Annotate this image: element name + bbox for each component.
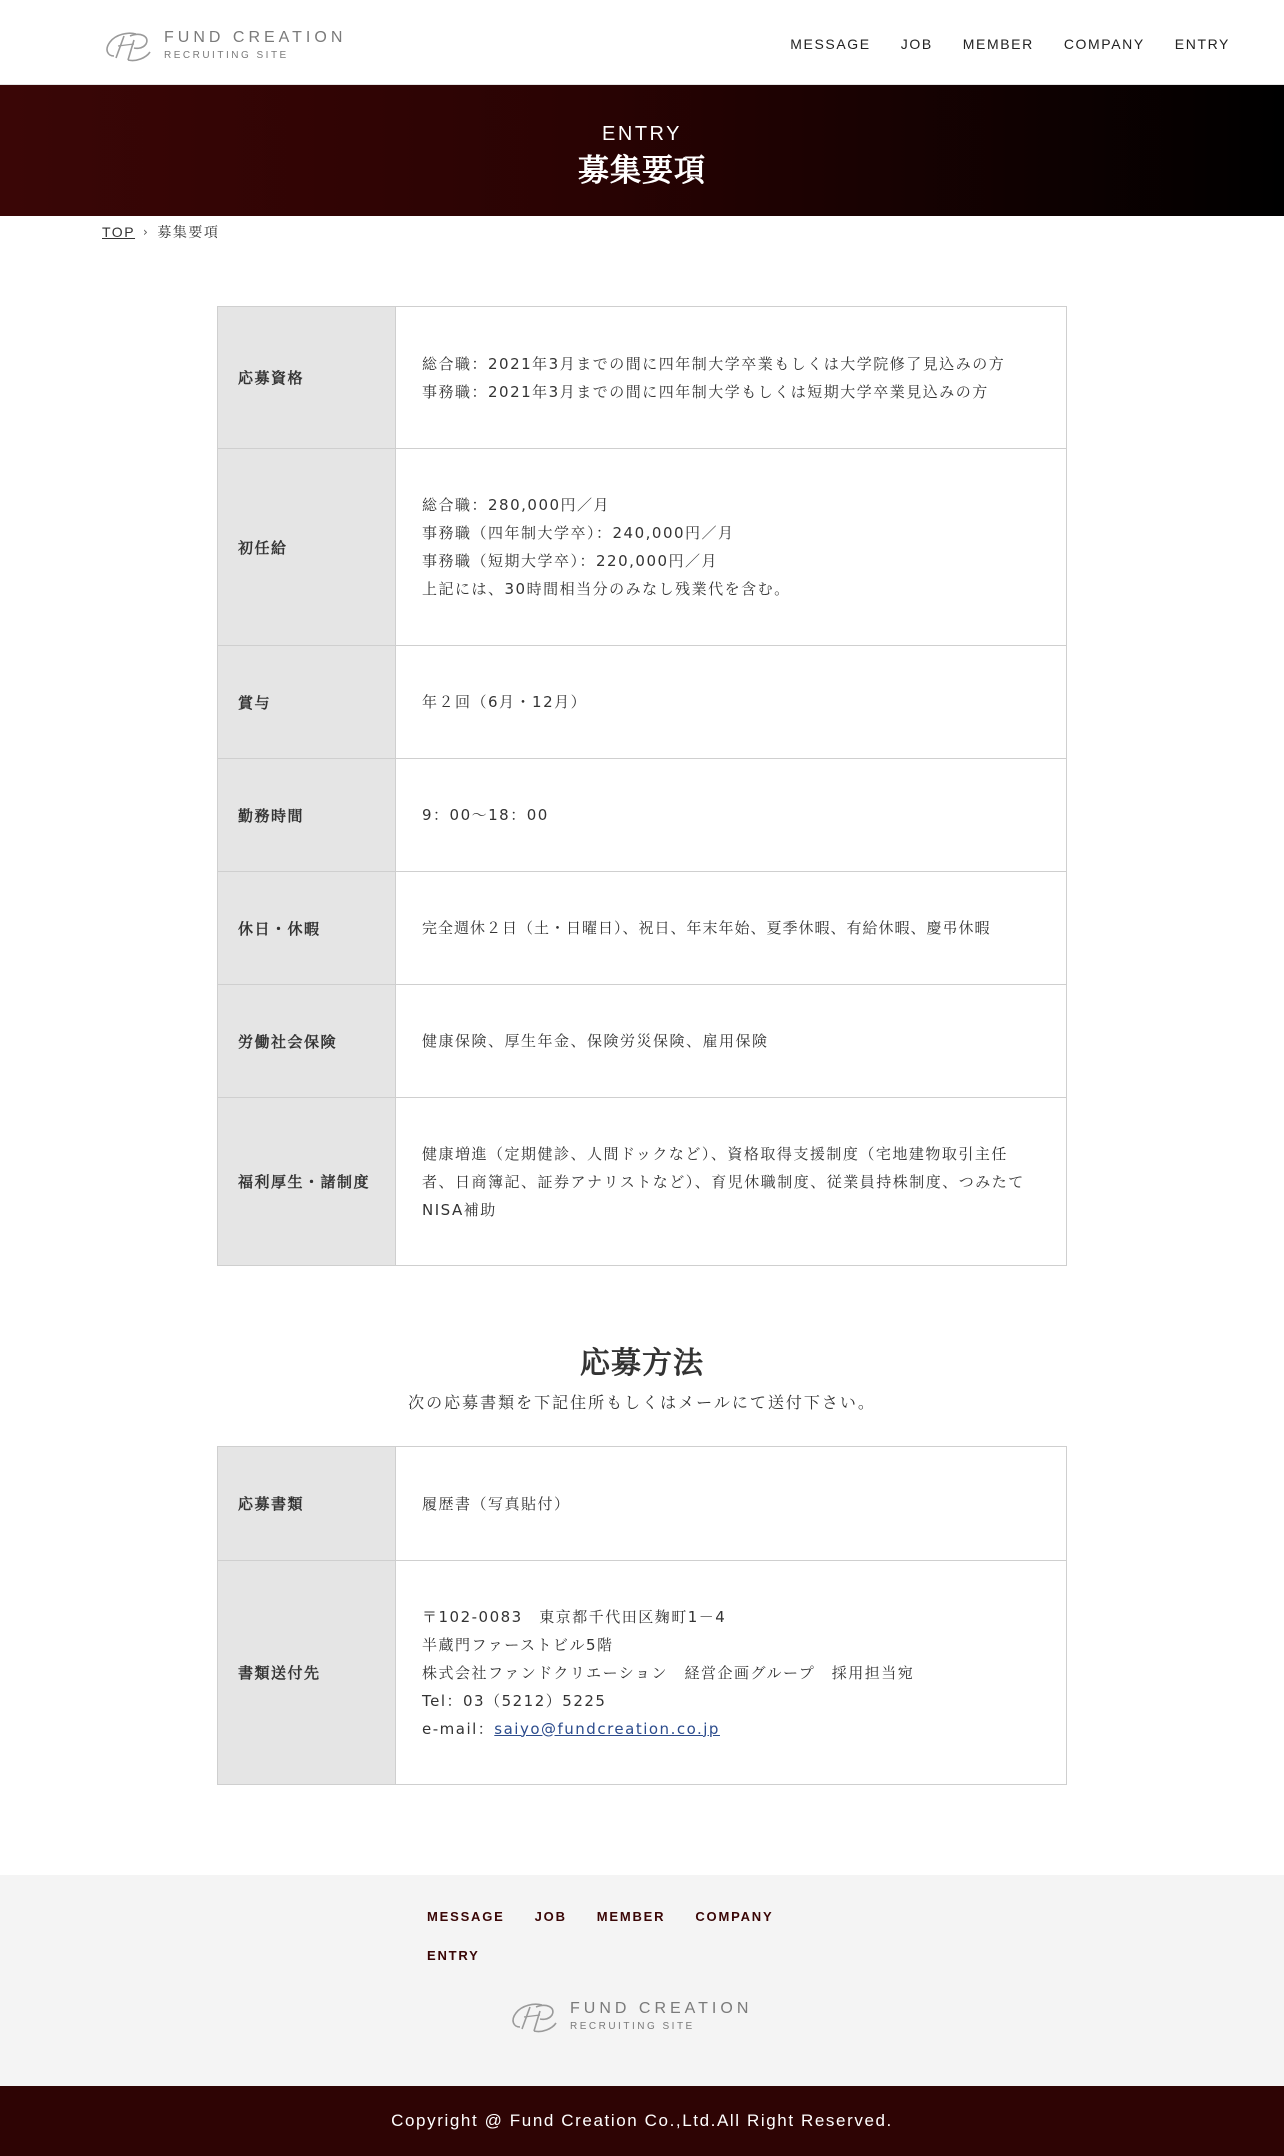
value-line: 株式会社ファンドクリエーション 経営企画グループ 採用担当宛 bbox=[422, 1663, 915, 1682]
page-title: 募集要項 bbox=[578, 153, 706, 189]
site-header bbox=[0, 0, 1284, 85]
page-hero bbox=[0, 85, 1284, 216]
breadcrumb bbox=[102, 222, 219, 242]
footer-logo-sub-text: RECRUITING SITE bbox=[570, 2020, 695, 2032]
value-line: 年２回（6月・12月） bbox=[422, 693, 588, 711]
row-value bbox=[396, 1447, 1066, 1560]
value-line: 総合職：2021年3月までの間に四年制大学卒業もしくは大学院修了見込みの方 bbox=[422, 354, 1006, 373]
table-row bbox=[218, 758, 1066, 871]
row-label: 福利厚生・諸制度 bbox=[218, 1098, 396, 1265]
row-label: 賞与 bbox=[218, 646, 396, 758]
value-line: 完全週休２日（土・日曜日）、祝日、年末年始、夏季休暇、有給休暇、慶弔休暇 bbox=[422, 919, 991, 937]
value-line: 事務職（四年制大学卒）：240,000円／月 bbox=[422, 524, 735, 542]
value-line: 〒102-0083 東京都千代田区麹町1－4 bbox=[422, 1607, 727, 1626]
email-link[interactable]: saiyo@fundcreation.co.jp bbox=[494, 1719, 720, 1738]
table-row bbox=[218, 1447, 1066, 1560]
value-line: 9：00～18：00 bbox=[422, 806, 549, 824]
row-value bbox=[396, 307, 1066, 448]
footer-logo[interactable] bbox=[506, 1997, 752, 2035]
nav-job[interactable]: JOB bbox=[900, 36, 933, 52]
table-row bbox=[218, 871, 1066, 984]
row-label: 応募書類 bbox=[218, 1447, 396, 1560]
row-label: 初任給 bbox=[218, 449, 396, 645]
site-logo[interactable] bbox=[100, 26, 380, 64]
value-line: 事務職：2021年3月までの間に四年制大学もしくは短期大学卒業見込みの方 bbox=[422, 382, 989, 401]
value-line: Tel：03（5212）5225 bbox=[422, 1691, 607, 1710]
row-value bbox=[396, 449, 1066, 645]
row-value bbox=[396, 872, 1066, 984]
fc-monogram-icon bbox=[506, 1997, 564, 2035]
table-row bbox=[218, 1097, 1066, 1265]
value-line: 履歴書（写真貼付） bbox=[422, 1494, 571, 1513]
value-line: 事務職（短期大学卒）：220,000円／月 bbox=[422, 552, 719, 570]
site-footer bbox=[0, 1875, 1284, 2086]
global-nav bbox=[760, 36, 1230, 52]
value-line: 健康保険、厚生年金、保険労災保険、雇用保険 bbox=[422, 1032, 769, 1050]
hero-subtitle: ENTRY bbox=[602, 123, 682, 145]
value-line: 総合職：280,000円／月 bbox=[422, 496, 611, 514]
row-value bbox=[396, 1561, 1066, 1784]
row-value bbox=[396, 759, 1066, 871]
breadcrumb-top-link[interactable]: TOP bbox=[102, 224, 136, 240]
method-lead: 次の応募書類を下記住所もしくはメールにて送付下さい。 bbox=[408, 1393, 876, 1412]
footer-nav-member[interactable]: MEMBER bbox=[596, 1909, 666, 1924]
row-label: 応募資格 bbox=[218, 307, 396, 448]
value-line: 健康増進（定期健診、人間ドックなど）、資格取得支援制度（宅地建物取引主任者、日商簿記、証券アナリストなど）、育児休職制度、従業員持株制度、つみたてNISA補助 bbox=[422, 1144, 1025, 1219]
footer-nav-entry[interactable]: ENTRY bbox=[427, 1948, 480, 1963]
email-line bbox=[422, 1715, 1040, 1743]
footer-nav bbox=[427, 1909, 847, 1987]
table-row bbox=[218, 307, 1066, 448]
row-value bbox=[396, 646, 1066, 758]
table-row bbox=[218, 645, 1066, 758]
table-row bbox=[218, 448, 1066, 645]
footer-logo-main-text: FUND CREATION bbox=[570, 1999, 753, 2017]
value-line: 半蔵門ファーストビル5階 bbox=[422, 1635, 614, 1654]
footer-nav-message[interactable]: MESSAGE bbox=[427, 1909, 505, 1924]
nav-member[interactable]: MEMBER bbox=[962, 36, 1034, 52]
row-label: 勤務時間 bbox=[218, 759, 396, 871]
email-prefix: e-mail： bbox=[422, 1719, 495, 1738]
table-row bbox=[218, 1560, 1066, 1784]
row-value bbox=[396, 1098, 1066, 1265]
footer-nav-company[interactable]: COMPANY bbox=[695, 1909, 774, 1924]
fc-monogram-icon bbox=[100, 26, 158, 64]
logo-main-text: FUND CREATION bbox=[164, 28, 347, 46]
requirements-table bbox=[217, 306, 1067, 1266]
row-value bbox=[396, 985, 1066, 1097]
nav-message[interactable]: MESSAGE bbox=[790, 36, 871, 52]
value-line: 上記には、30時間相当分のみなし残業代を含む。 bbox=[422, 580, 791, 598]
row-label: 書類送付先 bbox=[218, 1561, 396, 1784]
row-label: 休日・休暇 bbox=[218, 872, 396, 984]
nav-entry[interactable]: ENTRY bbox=[1174, 36, 1230, 52]
chevron-right-icon: › bbox=[143, 225, 150, 239]
nav-company[interactable]: COMPANY bbox=[1063, 36, 1145, 52]
footer-nav-job[interactable]: JOB bbox=[534, 1909, 567, 1924]
logo-sub-text: RECRUITING SITE bbox=[164, 49, 289, 61]
breadcrumb-current: 募集要項 bbox=[157, 225, 220, 241]
method-title: 応募方法 bbox=[580, 1346, 704, 1381]
row-label: 労働社会保険 bbox=[218, 985, 396, 1097]
method-table bbox=[217, 1446, 1067, 1785]
copyright: Copyright @ Fund Creation Co.,Ltd.All Right Reserved. bbox=[0, 2086, 1284, 2156]
table-row bbox=[218, 984, 1066, 1097]
